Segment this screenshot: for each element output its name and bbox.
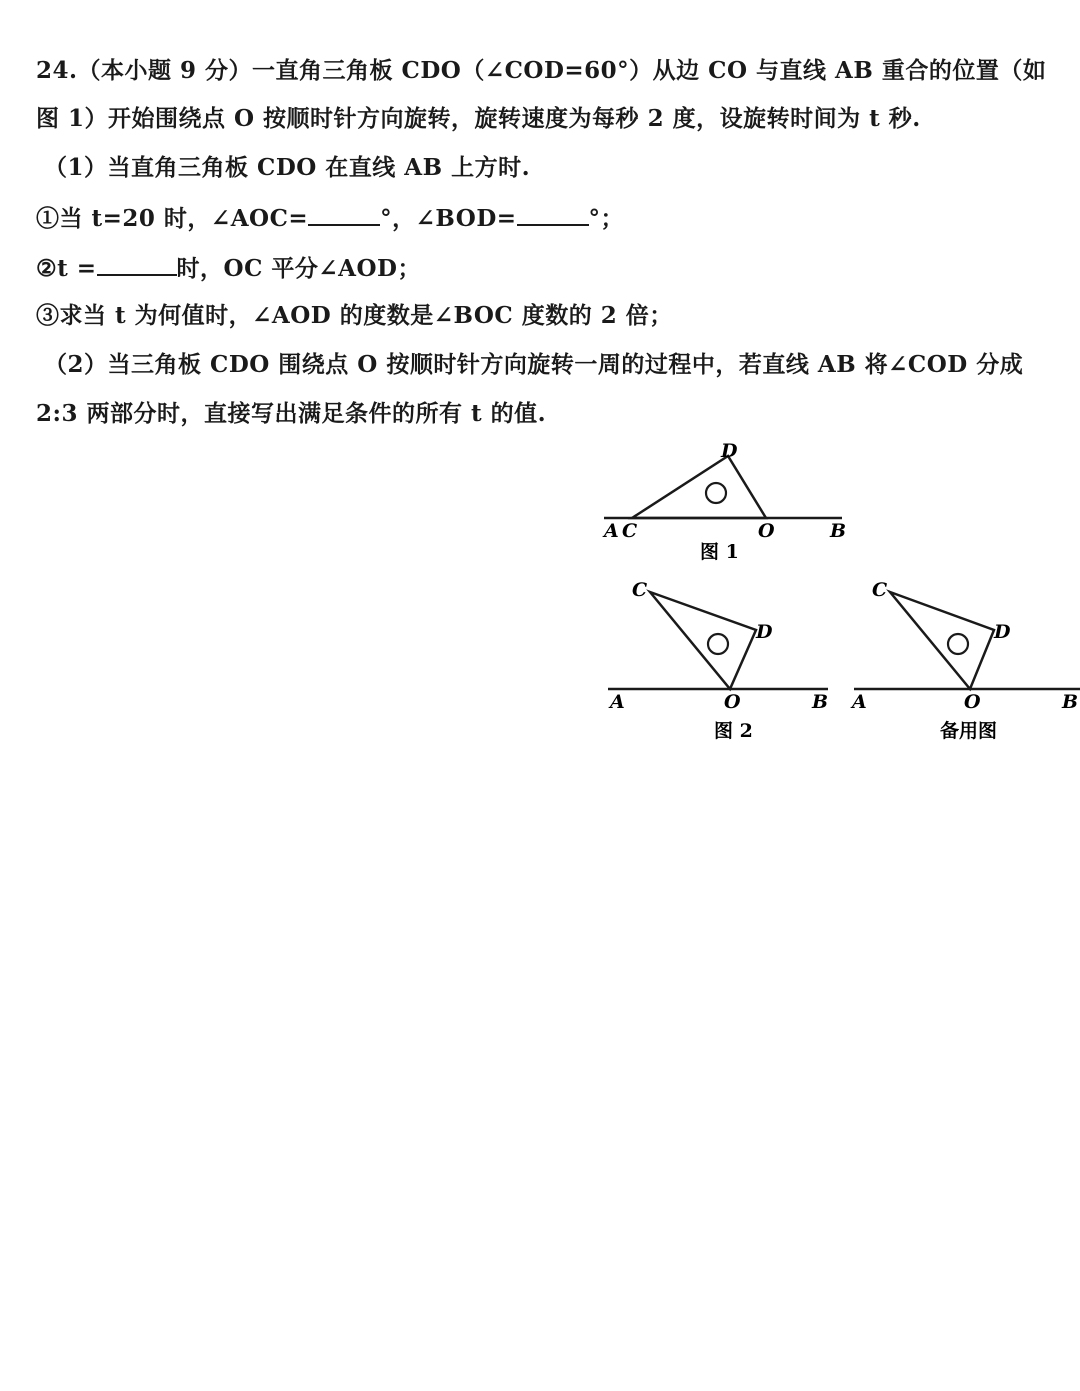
problem-line-3: （1）当直角三角板 CDO 在直线 AB 上方时. — [44, 154, 531, 181]
label-a: A — [604, 520, 619, 542]
triangle-cdo — [632, 456, 766, 518]
label-d: D — [994, 621, 1011, 643]
label-o: O — [758, 520, 775, 542]
label-c: C — [632, 579, 648, 601]
q1-part-a: ①当 t=20 时，∠AOC= — [36, 205, 309, 232]
answer-blank-bod[interactable] — [517, 202, 589, 226]
problem-line-2: 图 1）开始围绕点 O 按顺时针方向旋转，旋转速度为每秒 2 度，设旋转时间为 t 秒. — [36, 105, 921, 132]
label-a: A — [610, 691, 625, 713]
triangle-cdo — [650, 592, 756, 689]
q1-part-b: °，∠BOD= — [380, 205, 517, 232]
answer-blank-t[interactable] — [97, 252, 177, 276]
figure-1-caption: 图 1 — [700, 541, 739, 563]
label-d: D — [721, 440, 738, 462]
q2-prefix: ②t = — [36, 255, 97, 282]
label-b: B — [812, 691, 829, 713]
figure-backup-caption: 备用图 — [940, 720, 998, 742]
label-a: A — [852, 691, 867, 713]
problem-line-6: ③求当 t 为何值时，∠AOD 的度数是∠BOC 度数的 2 倍； — [36, 302, 673, 329]
label-b: B — [1062, 691, 1079, 713]
label-o: O — [964, 691, 981, 713]
figure-2 — [600, 574, 836, 746]
figure-2-caption: 图 2 — [714, 720, 753, 742]
problem-line-7: （2）当三角板 CDO 围绕点 O 按顺时针方向旋转一周的过程中，若直线 AB 将∠COD 分成 — [44, 351, 1024, 378]
label-c: C — [622, 520, 638, 542]
figure-backup — [848, 574, 1080, 746]
problem-line-4 — [36, 202, 624, 234]
answer-blank-aoc[interactable] — [308, 202, 380, 226]
triangle-hole-icon — [948, 634, 968, 654]
problem-line-8: 2:3 两部分时，直接写出满足条件的所有 t 的值. — [36, 400, 547, 427]
label-b: B — [830, 520, 847, 542]
label-d: D — [756, 621, 773, 643]
q2-suffix: 时，OC 平分∠AOD； — [176, 255, 421, 282]
triangle-cdo — [890, 592, 994, 689]
triangle-hole-icon — [708, 634, 728, 654]
q1-part-c: °； — [588, 205, 625, 232]
problem-line-1: 24.（本小题 9 分）一直角三角板 CDO（∠COD=60°）从边 CO 与直线 AB 重合的位置（如 — [36, 57, 1047, 84]
triangle-hole-icon — [706, 483, 726, 503]
problem-line-5 — [36, 252, 421, 284]
label-c: C — [872, 579, 888, 601]
label-o: O — [724, 691, 741, 713]
figure-1 — [598, 436, 850, 566]
